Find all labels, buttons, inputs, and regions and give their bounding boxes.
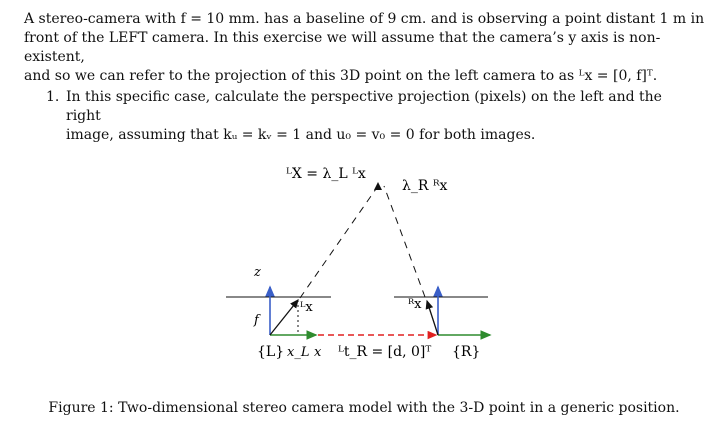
left-projection-label: ᴸx	[300, 300, 313, 315]
left-frame-label: {L}	[257, 344, 285, 360]
z-label: z	[254, 265, 261, 280]
right-point-label: λ_R ᴿx	[402, 178, 448, 194]
right-projection-vector	[427, 301, 438, 335]
right-projection-label: ᴿx	[408, 297, 422, 312]
right-ray-dashed	[384, 186, 425, 297]
translation-label: ᴸt_R = [d, 0]ᵀ	[338, 344, 432, 360]
xL-label: x_L	[287, 345, 310, 360]
intro-line-3: and so we can refer to the projection of this 3D point on the left camera to as ᴸx = [0, f]ᵀ.	[24, 68, 658, 84]
intro-line-1: A stereo-camera with f = 10 mm. has a baseline of 9 cm. and is observing a point distant 1 m in	[24, 11, 705, 27]
question-line-1: In this specific case, calculate the perspective projection (pixels) on the left and the right	[66, 89, 662, 124]
question-line-2: image, assuming that kᵤ = kᵥ = 1 and u₀ = v₀ = 0 for both images.	[66, 127, 536, 143]
point-arrowhead	[374, 182, 382, 190]
left-ray-dashed	[300, 186, 378, 298]
question-number: 1.	[46, 89, 60, 105]
figure-caption: Figure 1: Two-dimensional stereo camera model with the 3-D point in a generic position.	[48, 400, 680, 416]
intro-line-2: front of the LEFT camera. In this exercise we will assume that the camera’s y axis is non-existent,	[24, 30, 661, 65]
x-axis-label: x	[314, 345, 322, 360]
left-projection-vector	[270, 300, 298, 335]
f-label: f	[254, 313, 259, 328]
right-frame-label: {R}	[452, 344, 481, 360]
left-point-label: ᴸX = λ_L ᴸx	[286, 166, 366, 182]
